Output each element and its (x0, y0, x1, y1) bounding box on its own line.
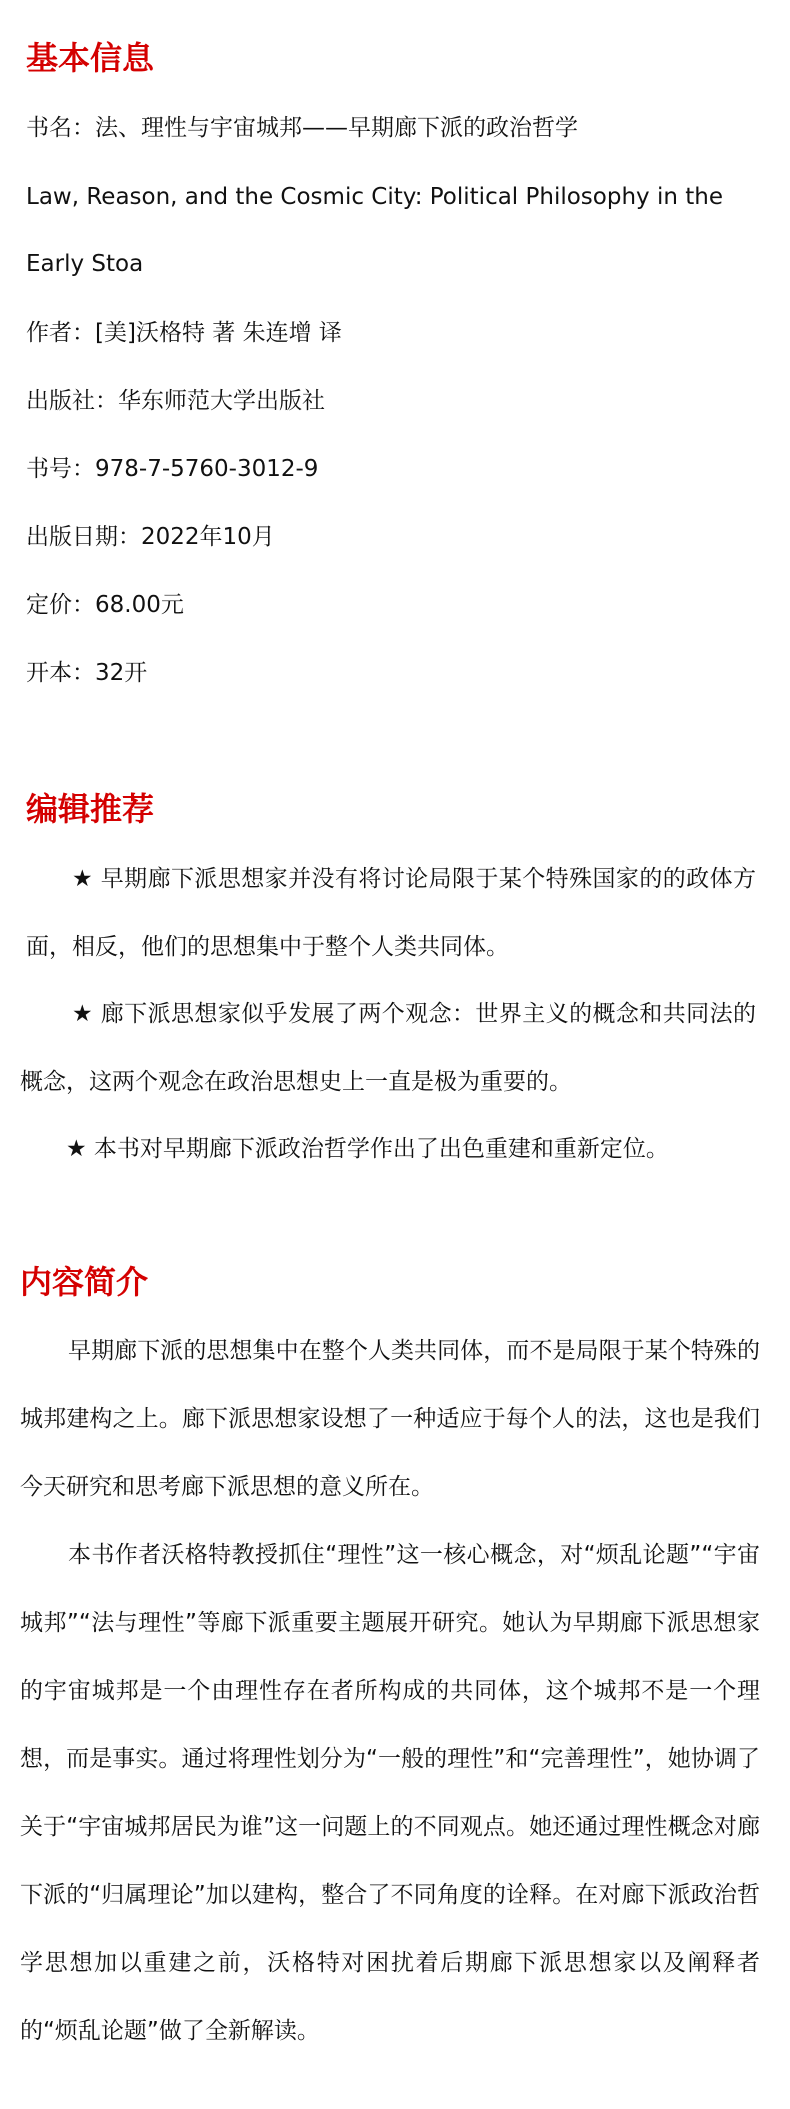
book-price: 定价：68.00元 (26, 592, 184, 618)
summary-heading: 内容简介 (20, 1263, 149, 1301)
recommend-item-3: ★ 本书对早期廊下派政治哲学作出了出色重建和重新定位。 (66, 1136, 669, 1162)
recommend-item-1: ★ 早期廊下派思想家并没有将讨论局限于某个特殊国家的的政体方面，相反，他们的思想集中于整个人类共同体。 (26, 866, 756, 960)
summary-paragraph-2: 本书作者沃格特教授抓住“理性”这一核心概念，对“烦乱论题”“宇宙城邦”“法与理性”等廊下派重要主题展开研究。她认为早期廊下派思想家的宇宙城邦是一个由理性存在者所构成的共同体，这个城邦不是一个理想，而是事实。通过将理性划分为“一般的理性”和“完善理性”，她协调了关于“宇宙城邦居民为谁”这一问题上的不同观点。她还通过理性概念对廊下派的“归属理论”加以建构，整合了不同角度的诠释。在对廊下派政治哲学思想加以重建之前，沃格特对困扰着后期廊下派思想家以及阐释者的“烦乱论题”做了全新解读。 (20, 1542, 760, 2044)
summary-paragraph-1: 早期廊下派的思想集中在整个人类共同体，而不是局限于某个特殊的城邦建构之上。廊下派思想家设想了一种适应于每个人的法，这也是我们今天研究和思考廊下派思想的意义所在。 (20, 1338, 760, 1500)
book-title-en-line2: Early Stoa (26, 251, 144, 277)
book-format: 开本：32开 (26, 660, 148, 686)
book-author: 作者：[美]沃格特 著 朱连增 译 (26, 320, 342, 346)
book-title-cn: 书名：法、理性与宇宙城邦——早期廊下派的政治哲学 (26, 115, 578, 141)
recommend-item-2: ★ 廊下派思想家似乎发展了两个观念：世界主义的概念和共同法的概念，这两个观念在政治思想史上一直是极为重要的。 (20, 1001, 756, 1095)
book-isbn: 书号：978-7-5760-3012-9 (26, 456, 319, 482)
basic-info-heading: 基本信息 (26, 39, 155, 77)
book-title-en-line1: Law, Reason, and the Cosmic City: Political Philosophy in the (26, 184, 723, 210)
book-publisher: 出版社：华东师范大学出版社 (26, 388, 325, 414)
book-pub-date: 出版日期：2022年10月 (26, 524, 275, 550)
recommend-heading: 编辑推荐 (26, 790, 155, 828)
